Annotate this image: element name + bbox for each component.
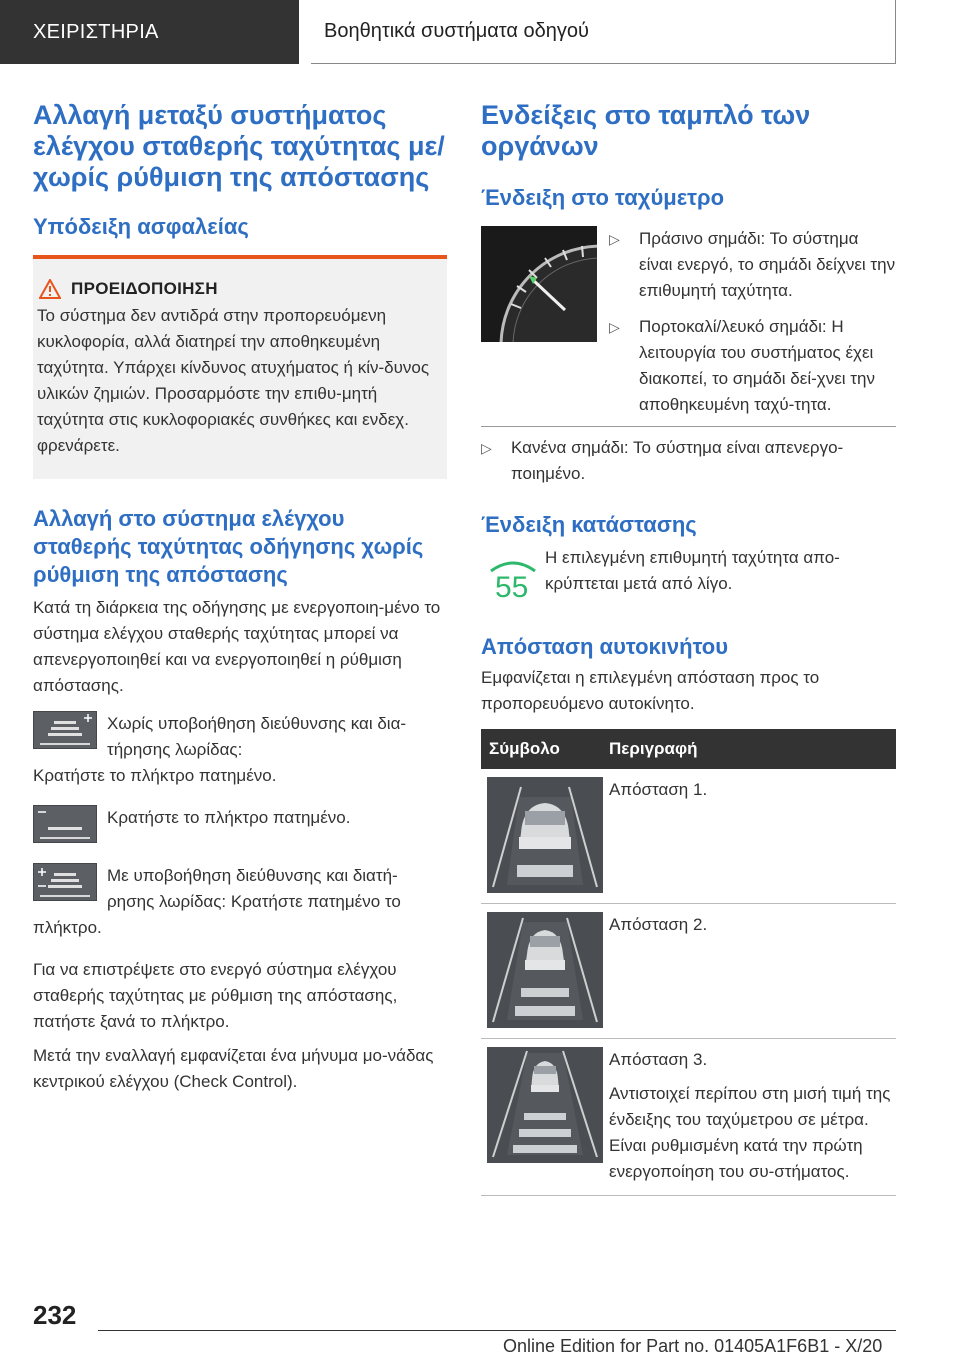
bullet-none-wrap (481, 426, 896, 487)
safety-heading: Υπόδειξη ασφαλείας (33, 214, 249, 239)
bullet-triangle-icon: ▷ (609, 319, 620, 335)
distance-intro: Εμφανίζεται η επιλεγμένη απόσταση προς το προπορευόμενο αυτοκίνητο. (481, 668, 820, 713)
speedo-heading: Ένδειξη στο ταχύμετρο (481, 185, 725, 210)
instrument-title: Ενδείξεις στο ταμπλό των οργάνων (481, 100, 811, 161)
table-header (481, 729, 896, 769)
col-description: Περιγραφή (609, 739, 698, 758)
distance-heading: Απόσταση αυτοκινήτου (481, 634, 729, 659)
bullet-triangle-icon: ▷ (481, 440, 492, 456)
bullet-triangle-icon: ▷ (609, 231, 620, 247)
change-intro: Κατά τη διάρκεια της οδήγησης με ενεργοποιη-μένο το σύστημα ελέγχου σταθερής ταχύτητας μπορεί να απενεργοποιηθεί και να ενεργοποιηθεί η ρύθμιση απόστασης. (33, 598, 441, 695)
row-3-desc: Απόσταση 3. (609, 1050, 708, 1069)
step-3-line-b: ρησης λωρίδας: Κρατήστε πατημένο το (107, 892, 401, 911)
row-1-desc: Απόσταση 1. (609, 780, 708, 799)
change-heading: Αλλαγή στο σύστημα ελέγχου σταθερής ταχύτητας οδήγησης χωρίς ρύθμιση της απόστασης (33, 506, 424, 587)
warning-title: ΠΡΟΕΙΔΟΠΟΙΗΣΗ (71, 279, 218, 298)
step-1 (33, 711, 447, 763)
footer-edition: Online Edition for Part no. 01405A1F6B1 - X/20 (503, 1336, 883, 1356)
row-2-desc: Απόσταση 2. (609, 915, 708, 934)
distance-1-car-icon (487, 777, 603, 893)
right-column (481, 100, 896, 1196)
return-text: Για να επιστρέψετε στο ενεργό σύστημα ελέγχου σταθερής ταχύτητας με ρύθμιση της απόστασης, πατήστε ξανά το πλήκτρο. (33, 960, 398, 1031)
set-speed-value: 55 (495, 571, 529, 604)
col-symbol: Σύμβολο (489, 739, 560, 758)
step-2-text: Κρατήστε το πλήκτρο πατημένο. (107, 808, 351, 827)
bullet-green-text: Πράσινο σημάδι: Το σύστημα είναι ενεργό, το σημάδι δείχνει την επιθυμητή ταχύτητα. (639, 229, 896, 300)
bullet-green (609, 226, 896, 304)
step-1-line-a: Χωρίς υποβοήθηση διεύθυνσης και δια- (107, 714, 407, 733)
row-3-extra: Αντιστοιχεί περίπου στη μισή τιμή της ένδειξης του ταχύμετρου σε μέτρα. Είναι ρυθμισμένη κατά την πρώτη ενεργοποίηση του συ-στήματος. (609, 1084, 891, 1181)
bullet-none (481, 435, 896, 487)
bullet-orange-text: Πορτοκαλί/λευκό σημάδι: Η λειτουργία του συστήματος έχει διακοπεί, το σημάδι δεί-χνει την αποθηκευμένη ταχύ-τητα. (639, 317, 875, 414)
page-number: 232 (33, 1300, 77, 1330)
bullet-none-text: Κανένα σημάδι: Το σύστημα είναι απενεργο-ποιημένο. (511, 438, 844, 483)
status-heading: Ένδειξη κατάστασης (481, 512, 697, 537)
warning-box (33, 255, 447, 479)
status-section (481, 545, 896, 609)
section-title: Αλλαγή μεταξύ συστήματος ελέγχου σταθερής ταχύτητας με/χωρίς ρύθμιση της απόστασης (33, 100, 445, 192)
warning-text: Το σύστημα δεν αντιδρά στην προπορευόμενη κυκλοφορία, αλλά διατηρεί την αποθηκευμένη ταχύτητα. Υπάρχει κίνδυνος ατυχήματος ή κίν-δυνος υλικών ζημιών. Προσαρμόστε την επιθυ-μητή ταχύτητα στις κυκλοφοριακές συνθήκες και ενδεχ. φρενάρετε. (37, 306, 430, 455)
warning-header (33, 279, 447, 299)
table-row (481, 904, 896, 1039)
step-3 (33, 863, 447, 915)
step-2 (33, 805, 447, 843)
distance-table (481, 729, 896, 1196)
step-3-line-c: πλήκτρο. (33, 918, 102, 937)
left-column (33, 100, 447, 1095)
table-row (481, 769, 896, 904)
status-text: Η επιλεγμένη επιθυμητή ταχύτητα απο-κρύπτεται μετά από λίγο. (545, 548, 840, 593)
step-1-line-b: τήρησης λωρίδας: (107, 740, 243, 759)
distance-minus-button-icon (33, 805, 97, 843)
step-3-line-a: Με υποβοήθηση διεύθυνσης και διατή- (107, 866, 398, 885)
footer-divider (98, 1330, 896, 1331)
table-row (481, 1039, 896, 1196)
distance-plus-button-icon (33, 711, 97, 749)
set-speed-indicator-icon (481, 545, 545, 609)
speedo-section (481, 226, 896, 418)
distance-3-car-icon (487, 1047, 603, 1163)
step-1-line-c: Κρατήστε το πλήκτρο πατημένο. (33, 766, 277, 785)
header-chapter: Βοηθητικά συστήματα οδηγού (311, 0, 896, 64)
speedometer-image (481, 226, 597, 342)
distance-plusminus-button-icon (33, 863, 97, 901)
distance-2-car-icon (487, 912, 603, 1028)
warning-triangle-icon (39, 279, 61, 299)
bullet-orange (609, 314, 896, 418)
after-text: Μετά την εναλλαγή εμφανίζεται ένα μήνυμα μο-νάδας κεντρικού ελέγχου (Check Control). (33, 1046, 434, 1091)
header-section: ΧΕΙΡΙΣΤΗΡΙΑ (0, 0, 299, 64)
